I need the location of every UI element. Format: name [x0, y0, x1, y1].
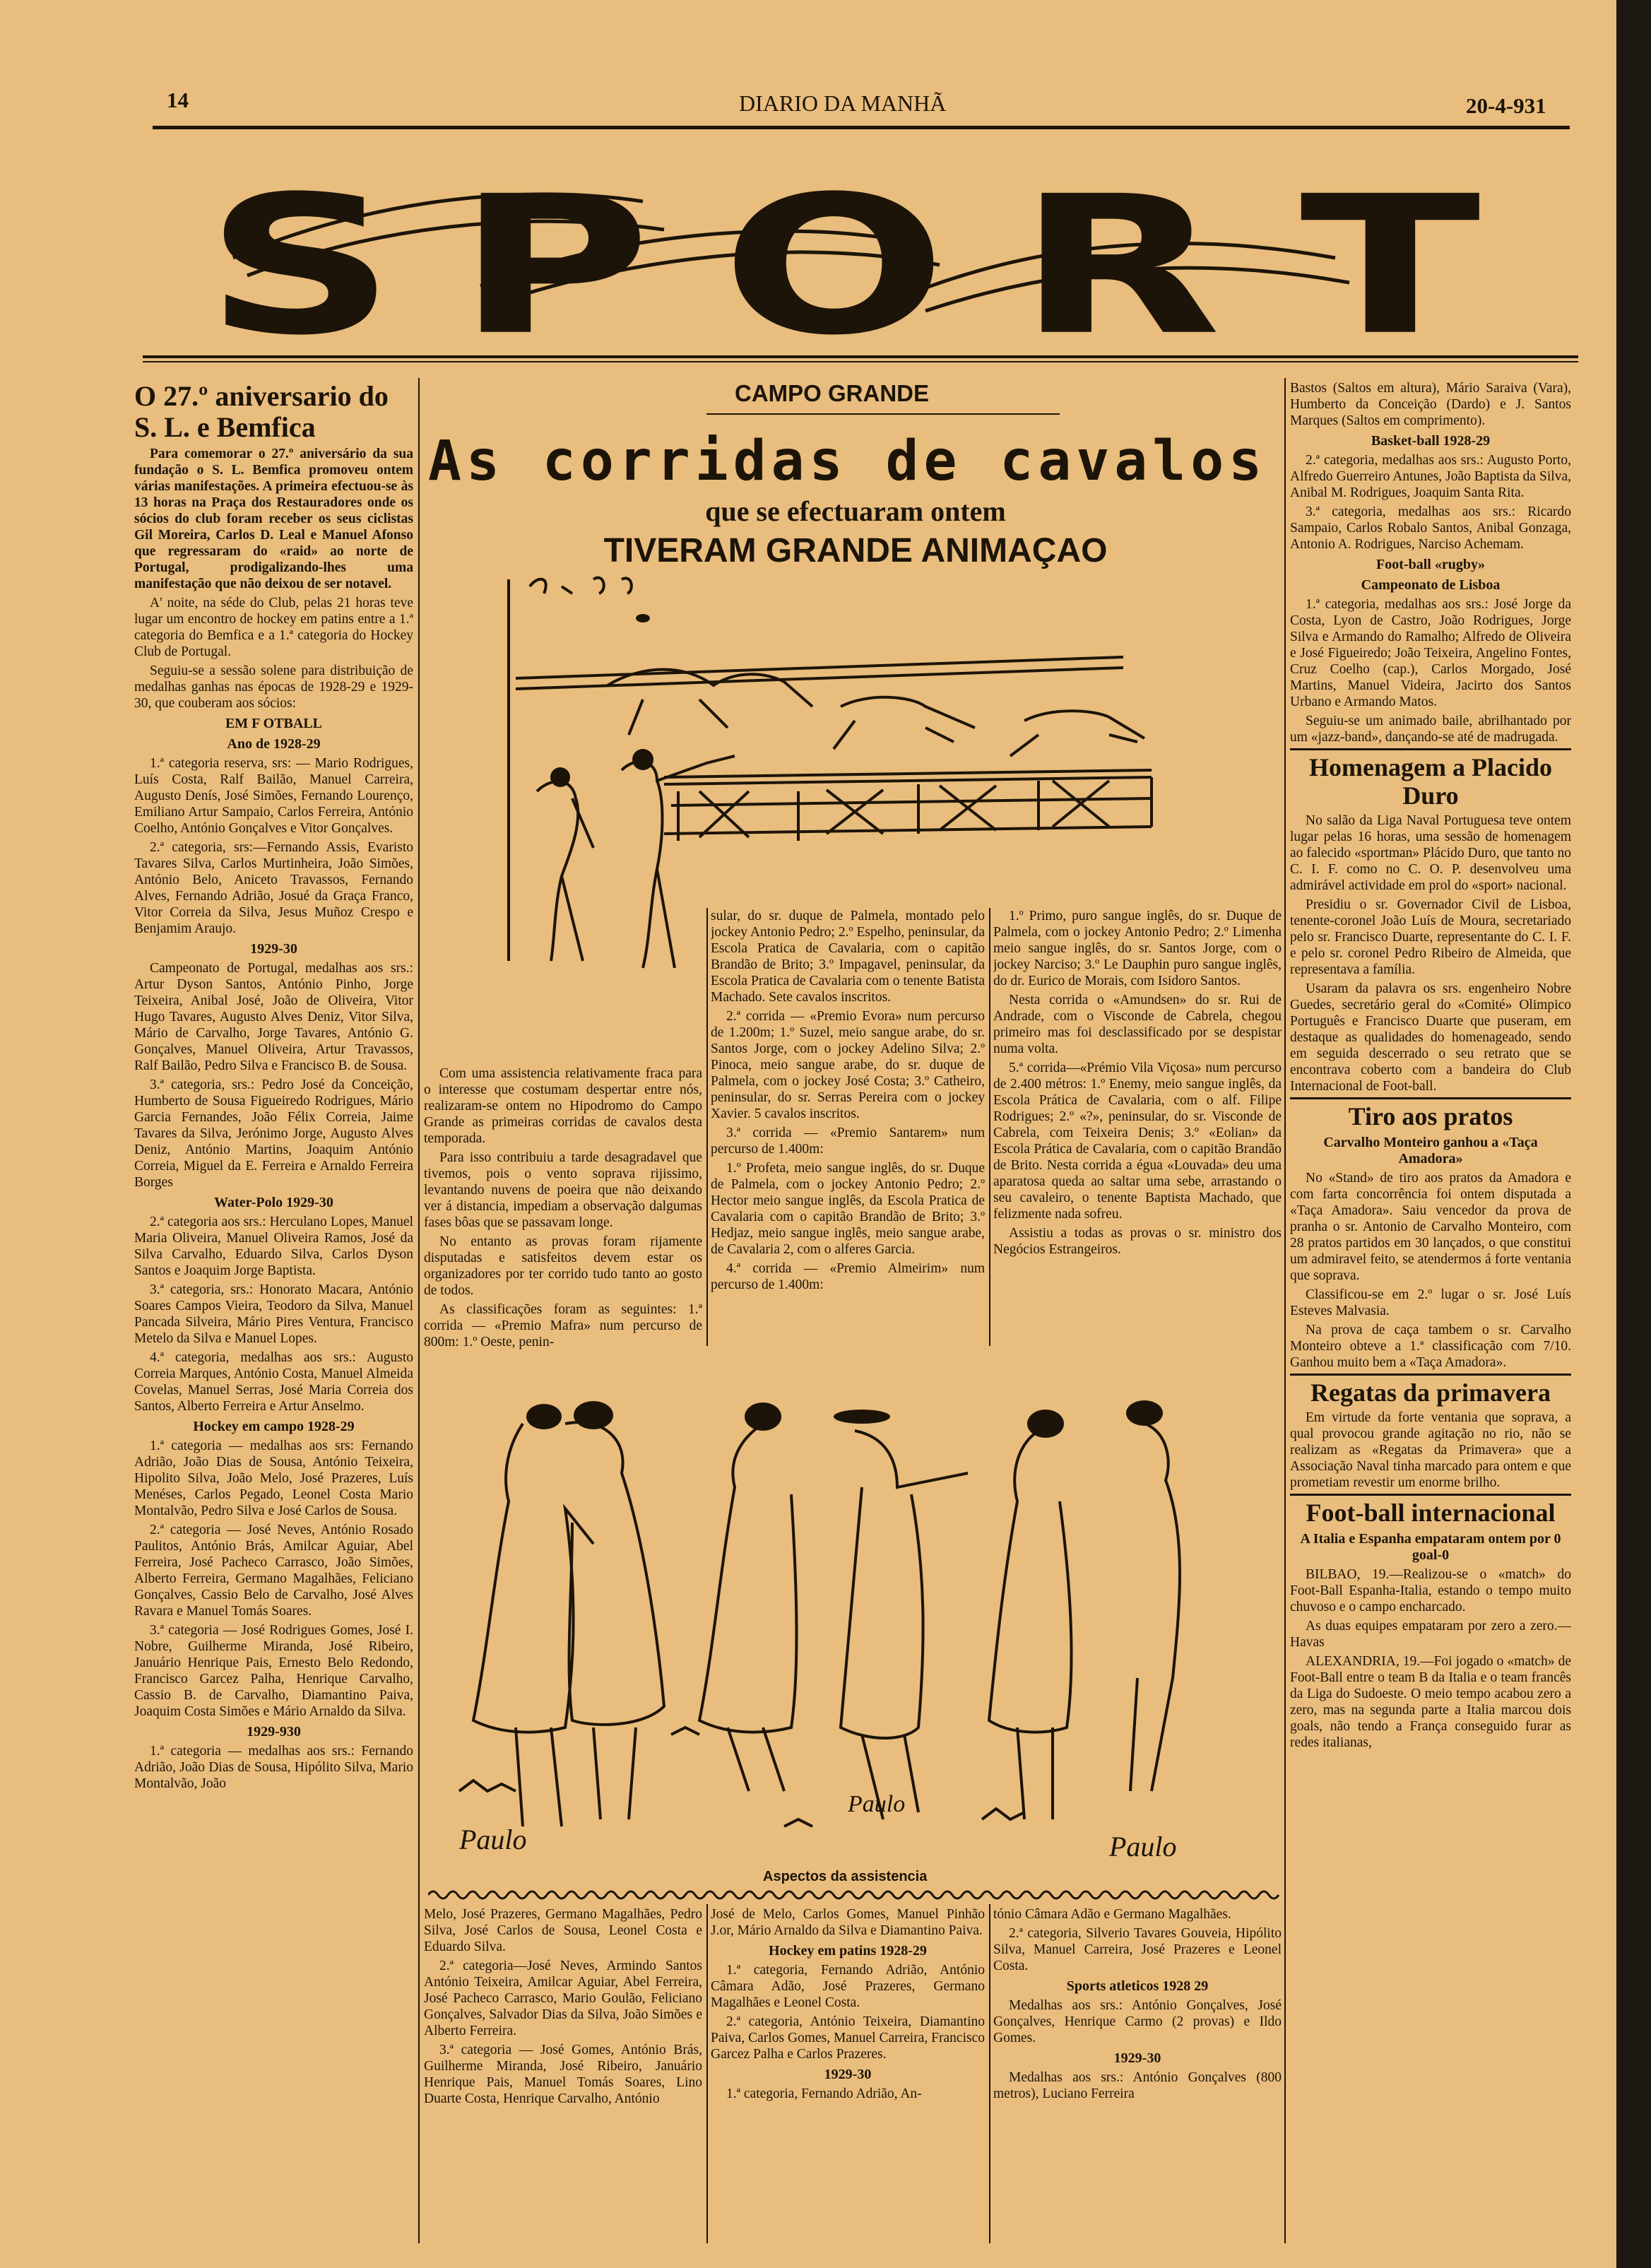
right-column: [1290, 380, 1571, 2245]
column-rule-5: [706, 1904, 708, 2243]
illustrator-signature-2: Paulo: [848, 1791, 906, 1817]
center-col-1: [424, 1065, 702, 1398]
left-column: [134, 378, 413, 2243]
waterpolo-list-2: 3.ª categoria, srs.: Honorato Macara, António Soares Campos Vieira, Teodoro da Silva, Manuel Pancada Silveira, Mário Pires Ventura, Francisco Metelo da Silva e Manuel Lopes.: [134, 1282, 413, 1346]
football-list-2: 2.ª categoria, srs:—Fernando Assis, Evaristo Tavares Silva, Carlos Murtinheira, João Simões, António Belo, Aniceto Travassos, Fernando Alves, Fernando Adrião, Josué da Graça Franco, Vitor Correia da Silva, Jesus Muñoz Crespo e Benjamim Araujo.: [134, 840, 413, 936]
bottom-list-10: Medalhas aos srs.: António Gonçalves, José Gonçalves, Henrique Carmo (2 provas) e Ildo Gomes.: [993, 1998, 1282, 2045]
rugby-heading: Foot-ball «rugby»: [1376, 557, 1485, 572]
bottom-list-11: Medalhas aos srs.: António Gonçalves (800 metros), Luciano Ferreira: [993, 2070, 1282, 2101]
bottom-list-1: Melo, José Prazeres, Germano Magalhães, Pedro Silva, José Carlos de Sousa, Leonel Costa e Eduardo Silva.: [424, 1907, 702, 1954]
bottom-list-8: tónio Câmara Adão e Germano Magalhães.: [993, 1907, 1231, 1922]
bottom-list-9: 2.ª categoria, Silverio Tavares Gouveia, Hipólito Silva, Manuel Carreira, José Prazeres e Leonel Costa.: [993, 1926, 1282, 1973]
hockey-list-4: 1.ª categoria — medalhas aos srs.: Fernando Adrião, João Dias de Sousa, Hipólito Silva, Mario Montalvão, João: [134, 1744, 413, 1791]
homenagem-p2: Presidiu o sr. Governador Civil de Lisboa, tenente-coronel João Luís de Moura, secretariado pelo sr. Francisco Duarte, representante do C. I. F. e pelo sr. coronel Pedro Ribeiro de Almeida, que representava a família.: [1290, 897, 1571, 977]
banner-letter-o: O: [721, 155, 947, 343]
race-col3-a: 1.º Primo, puro sangue inglês, do sr. Duque de Palmela, com o jockey Antonio Pedro; 2.º Limenha meio sangue inglês, do sr. Santos Jorge, com o jockey Narciso; 3.º Le Dauphin puro sangue inglês, do dr. Eurico de Morais, com Isidoro Santos.: [993, 909, 1282, 988]
illustrator-signature-1: Paulo: [459, 1824, 527, 1855]
center-col-2: [711, 908, 985, 1395]
race-col3-c: 5.ª corrida—«Prémio Vila Viçosa» num percurso de 2.400 métros: 1.º Enemy, meio sangue inglês, da Escola Prática de Cavalaria, com o alf. Filipe Rodrigues; 2.º «?», peninsular, do sr. Visconde de Cabrela, com Teixeira Denis; 3.º «Eolian» da Escola Prática de Cavalaria, com o capitão Brandão de Brito. Nesta corrida a égua «Louvada» deu uma aparatosa queda ao saltar uma sebe, arrastando o seu cavaleiro, o tenente Baptista Machado, que felizmente nada sofreu.: [993, 1061, 1282, 1222]
benfica-intro: Para comemorar o 27.º aniversário da sua fundação o S. L. Bemfica promoveu ontem várias manifestações. A primeira efectuou-se às 13 horas na Praça dos Restauradores onde os sócios do club foram receber os seus ciclistas Gil Moreira, Carlos D. Leal e Manuel Afonso que regressaram do «raid» ao norte de Portugal, prodigalizando-lhes uma manifestação que não deixou de ser notavel.: [134, 447, 413, 591]
banner-letter-t: T: [1300, 155, 1481, 343]
center-col-3: [993, 908, 1282, 1395]
tiro-p1: No «Stand» de tiro aos pratos da Amadora e com farta concorrência foi ontem disputada a «Taça Amadora». Saiu vencedor da prova de pranha o sr. Antonio de Carvalho Monteiro, com 28 pratos partidos em 30 lançados, o que constitui um admiravel feito, se atendermos á forte ventania que soprava.: [1290, 1171, 1571, 1283]
race-body-1: Com uma assistencia relativamente fraca para o interesse que costumam despertar entre nós, realizaram-se ontem no Hipodromo do Campo Grande as primeiras corridas de cavalos desta temporada.: [424, 1066, 702, 1146]
header-rule: [153, 126, 1570, 129]
football-int-p2: As duas equipes empataram por zero a zero.—Havas: [1290, 1619, 1571, 1650]
hockey-list-1: 1.ª categoria — medalhas aos srs: Fernando Adrião, João Dias de Sousa, António Teixeira, Hipolito Silva, João Melo, José Prazeres, Luís Menéses, Carlos Pegado, Leonel Costa Mario Montalvão, Pedro Silva e José Carlos de Sousa.: [134, 1439, 413, 1518]
rugby-subheading: Campeonato de Lisboa: [1361, 577, 1501, 593]
benfica-p3: Seguiu-se a sessão solene para distribuição de medalhas ganhas nas épocas de 1928-29 e 1929-30, que couberam aos sócios:: [134, 663, 413, 711]
athletics-heading: Sports atleticos 1928 29: [1066, 1978, 1209, 1994]
column-rule-2: [1284, 378, 1286, 2243]
tiro-p3: Na prova de caça tambem o sr. Carvalho Monteiro obteve a 1.ª classificação com 7/10. Ganhou muito bem a «Taça Amadora».: [1290, 1323, 1571, 1370]
bottom-col-2: [711, 1906, 985, 2245]
race-col3-d: Assistiu a todas as provas o sr. ministro dos Negócios Estrangeiros.: [993, 1226, 1282, 1257]
right-list-4: 1.ª categoria, medalhas aos srs.: José Jorge da Costa, Lyon de Castro, João Rodrigues, Jorge Silva e Armando do Ramalho; Alfredo de Oliveira e José Figueiredo; João Teixeira, Angelino Fontes, Cruz Coelho (cap.), Carlos Morgado, José Martins, Manuel Videira, Jacirto dos Santos Urbano e Armando Matos.: [1290, 597, 1571, 709]
hockey-list-3: 3.ª categoria — José Rodrigues Gomes, José I. Nobre, Guilherme Miranda, José Ribeiro, Januário Henrique Pais, Ernesto Belo Redondo, Francisco Garcez Palha, Henrique Carvalho, Cassio B. de Carvalho, Diamantino Paiva, Joaquim Costa Simões e Mário Arnaldo da Silva.: [134, 1623, 413, 1719]
section-tiro: Tiro aos pratos: [1290, 1097, 1571, 1130]
football-int-p3: ALEXANDRIA, 19.—Foi jogado o «match» de Foot-Ball entre o team B da Italia e o team francês da Liga do Sudoeste. O meio tempo acabou zero a zero, mas na segunda parte a Italia marcou dois goals, não tendo a França conseguido furar as redes italianas,: [1290, 1654, 1571, 1750]
hockey-list-2: 2.ª categoria — José Neves, António Rosado Paulitos, António Brás, Amilcar Aguiar, Abel Ferreira, José Pacheco Carrasco, João Simões, Alberto Ferreira, Germano Magalhães, Feliciano Gonçalves, Cassio Belo de Carvalho, José Alves Ravara e Manuel Tomás Soares.: [134, 1523, 413, 1619]
race-col2-d: 1.º Profeta, meio sangue inglês, do sr. Duque de Palmela, com o jockey Antonio Pedro; 2.º Hector meio sangue inglês, da Escola Pratica de Cavalaria com o capitão Brandão de Brito; 3.º Hedjaz, meio sangue inglês, meio sangue arabe, de Cavalaria 2, com o alferes Garcia.: [711, 1161, 985, 1257]
bottom-list-4: José de Melo, Carlos Gomes, Manuel Pinhão J.or, Mário Arnaldo da Silva e Diamantino Paiva.: [711, 1907, 985, 1938]
bottom-list-2: 2.ª categoria—José Neves, Armindo Santos António Teixeira, Amilcar Aguiar, Abel Ferreira, José Pacheco Carrasco, Mario Goulão, Feliciano Gonçalves, Salvador Dias da Silva, João Simões e Alberto Ferreira.: [424, 1959, 702, 2038]
race-col2-a: sular, do sr. duque de Palmela, montado pelo jockey Antonio Pedro; 2.º Espelho, peninsular, da Escola Pratica de Cavalaria, com o capitão Brandão de Brito; 3.º Impagavel, peninsular, da Escola Pratica de Cavalaria com o tenente Batista Machado. Sete cavalos inscritos.: [711, 909, 985, 1005]
issue-date: 20-4-931: [1466, 93, 1546, 118]
banner-letter-p: P: [456, 155, 651, 343]
illustrator-signature-3: Paulo: [1109, 1831, 1177, 1862]
football-list-3: Campeonato de Portugal, medalhas aos srs.: Artur Dyson Santos, António Pinho, Jorge Teixeira, Anibal José, João de Oliveira, Vitor Hugo Tavares, Augusto Alves Deniz, Vitor Silva, Mário de Carvalho, Jorge Tavares, António G. Gonçalves, Manuel Oliveira, Artur Travassos, Ralf Bailão, Pedro Silva e Francisco B. de Sousa.: [134, 961, 413, 1073]
football-int-subheading: A Italia e Espanha empataram ontem por 0 goal-0: [1300, 1531, 1561, 1563]
kicker-campo-grande: CAMPO GRANDE: [735, 380, 930, 406]
hockey-skates-heading: Hockey em patins 1928-29: [769, 1943, 927, 1959]
football-int-p1: BILBAO, 19.—Realizou-se o «match» do Foot-Ball Espanha-Italia, estando o tempo muito chuvoso e o campo encharcado.: [1290, 1567, 1571, 1614]
column-rule-6: [989, 1904, 990, 2243]
section-regatas: Regatas da primavera: [1290, 1374, 1571, 1407]
bottom-list-5: 1.ª categoria, Fernando Adrião, António Câmara Adão, José Prazeres, Germano Magalhães e Leonel Costa.: [711, 1963, 985, 2010]
bottom-list-3: 3.ª categoria — José Gomes, António Brás, Guilherme Miranda, José Ribeiro, Januário Henrique Pais, Manuel Tomás Soares, Lino Duarte Costa, Henrique Carvalho, António: [424, 2043, 702, 2106]
kicker-rule: [706, 413, 1060, 415]
race-col3-b: Nesta corrida o «Amundsen» do sr. Rui de Andrade, com o Visconde de Cabrela, chegou primeiro mas foi desclassificado por se despistar numa volta.: [993, 993, 1282, 1056]
benfica-p2: A' noite, na séde do Club, pelas 21 horas teve lugar um encontro de hockey em patins entre a 1.ª categoria do Bemfica e a 1.ª categoria do Hockey Club de Portugal.: [134, 596, 413, 659]
bottom-list-6: 2.ª categoria, António Teixeira, Diamantino Paiva, Carlos Gomes, Manuel Carreira, Francisco Garcez Palha e Carlos Prazeres.: [711, 2014, 985, 2062]
banner-rule-top: [143, 355, 1578, 358]
tiro-subheading: Carvalho Monteiro ganhou a «Taça Amadora»: [1323, 1135, 1538, 1167]
race-body-2: Para isso contribuiu a tarde desagradavel que tivemos, pois o vento soprava rijissimo, levantando nuvens de poeira que não deixando ver á distancia, impediam a observação dalgumas fases bôas que se passavam longe.: [424, 1150, 702, 1230]
banner-letter-r: R: [1017, 155, 1221, 343]
basketball-heading: Basket-ball 1928-29: [1371, 433, 1491, 449]
football-year: Ano de 1928-29: [227, 736, 321, 752]
banner-letter-s: S: [205, 155, 396, 343]
section-homenagem: Homenagem a Placido Duro: [1290, 748, 1571, 810]
race-body-3: No entanto as provas foram rijamente disputadas e satisfeitos devem estar os organizadores por ter corrido tudo tanto ao gosto de todos.: [424, 1234, 702, 1298]
page-number: 14: [167, 88, 189, 112]
headline-subhead: TIVERAM GRANDE ANIMAÇAO: [603, 532, 1108, 569]
hockey-1929-heading: 1929-930: [247, 1724, 301, 1740]
athletics-1929-heading: 1929-30: [1113, 2050, 1161, 2066]
football-list-4: 3.ª categoria, srs.: Pedro José da Conceição, Humberto de Sousa Figueiredo Rodrigues, Mário Garcia Fernandes, João Félix Correia, Jaime Tavares da Silva, Jerónimo Jorge, Augusto Alves Deniz, António Martins, Joaquim António Correia, Miguel da E. Ferreira e Arnaldo Ferreira Borges: [134, 1077, 413, 1190]
article-title-benfica: O 27.º aniversario do S. L. e Bemfica: [134, 380, 389, 443]
homenagem-p3: Usaram da palavra os srs. engenheiro Nobre Guedes, secretário geral do «Comité» Olimpico Português e Francisco Duarte que puseram, em destaque as qualidades do homenageado, sendo em seguida descerrado o seu retrato que se encontrava coberto com a bandeira do Club Internacional de Foot-ball.: [1290, 981, 1571, 1094]
race-col2-b: 2.ª corrida — «Premio Evora» num percurso de 1.200m; 1.º Suzel, meio sangue arabe, do sr. Santos Jorge, com o jockey Adelino Silva; 2.º Pinoca, meio sangue arabe, do sr. duque de Palmela, com o jockey José Costa; 3.º Catheiro, peninsular, do sr. Serras Pereira com o jockey Xavier. 5 cavalos inscritos.: [711, 1009, 985, 1121]
bottom-list-7: 1.ª categoria, Fernando Adrião, An-: [726, 2086, 922, 2101]
column-rule-1: [418, 378, 420, 2243]
hockey-field-heading: Hockey em campo 1928-29: [193, 1419, 355, 1434]
waterpolo-list-3: 4.ª categoria, medalhas aos srs.: Augusto Correia Marques, António Costa, Manuel Almeida Covelas, Manuel Serras, José Maria Correia dos Santos, Alberto Ferreira e Artur Anselmo.: [134, 1350, 413, 1414]
football-heading: EM F OTBALL: [225, 716, 323, 731]
right-list-5: Seguiu-se um animado baile, abrilhantado por um «jazz-band», dançando-se até de madrugada.: [1290, 714, 1571, 745]
section-football-internacional: Foot-ball internacional: [1290, 1494, 1571, 1527]
homenagem-p1: No salão da Liga Naval Portuguesa teve ontem lugar pelas 16 horas, uma sessão de homenagem ao falecido «sportman» Plácido Duro, que tanto no C. I. F. como no C. O. P. desenvolveu uma admirável actividade em prol do «sport» nacional.: [1290, 813, 1571, 893]
waterpolo-heading: Water-Polo 1929-30: [214, 1195, 333, 1210]
race-col2-e: 4.ª corrida — «Premio Almeirim» num percurso de 1.400m:: [711, 1261, 985, 1292]
regatas-p1: Em virtude da forte ventania que soprava, a qual provocou grande agitação no rio, não se realizam as «Regatas da Primavera» que a Associação Naval tinha marcado para ontem e que prometiam revestir um enorme brilho.: [1290, 1410, 1571, 1490]
sport-banner: [205, 152, 1533, 343]
right-list-3: 3.ª categoria, medalhas aos srs.: Ricardo Sampaio, Carlos Robalo Santos, Anibal Gonzaga, Antonio A. Rodrigues, Narciso Achemam.: [1290, 504, 1571, 552]
banner-rule-bottom: [143, 361, 1578, 362]
bottom-col-1: [424, 1906, 702, 2245]
tiro-p2: Classificou-se em 2.º lugar o sr. José Luís Esteves Malvasia.: [1290, 1287, 1571, 1318]
headline: As corridas de cavalos: [428, 430, 1267, 493]
illustration-caption: Aspectos da assistencia: [763, 1869, 928, 1884]
bottom-col-3: [993, 1906, 1282, 2245]
scan-edge: [1616, 0, 1651, 2268]
waterpolo-list-1: 2.ª categoria aos srs.: Herculano Lopes, Manuel Maria Oliveira, Manuel Oliveira Ramos, José da Silva Carvalho, Eduardo Silva, Carlos Dyson Santos e Joaquim Jorge Baptista.: [134, 1215, 413, 1278]
paper-name: DIARIO DA MANHÃ: [739, 90, 947, 116]
race-body-4: As classificações foram as seguintes: 1.ª corrida — «Premio Mafra» num percurso de 800m: 1.º Oeste, penin-: [424, 1302, 702, 1349]
hockey-skates-1929-heading: 1929-30: [824, 2067, 872, 2082]
football-list-1: 1.ª categoria reserva, srs: — Mario Rodrigues, Luís Costa, Ralf Bailão, Manuel Carreira, Augusto Denís, José Simões, Fernando Lourenço, Emiliano Artur Sampaio, Carlos Ferreira, António Coelho, António Gonçalves e Vitor Gonçalves.: [134, 756, 413, 836]
right-list-1: Bastos (Saltos em altura), Mário Saraiva (Vara), Humberto da Conceição (Dardo) e J. Santos Marques (Saltos em comprimento).: [1290, 381, 1571, 428]
right-list-2: 2.ª categoria, medalhas aos srs.: Augusto Porto, Alfredo Guerreiro Antunes, João Baptista da Silva, Anibal M. Rodrigues, Joaquim Santa Rita.: [1290, 453, 1571, 500]
race-col2-c: 3.ª corrida — «Premio Santarem» num percurso de 1.400m:: [711, 1126, 985, 1157]
headline-deck: que se efectuaram ontem: [705, 495, 1006, 527]
football-1929-heading: 1929-30: [250, 941, 297, 957]
wavy-separator: [428, 1890, 1283, 1900]
